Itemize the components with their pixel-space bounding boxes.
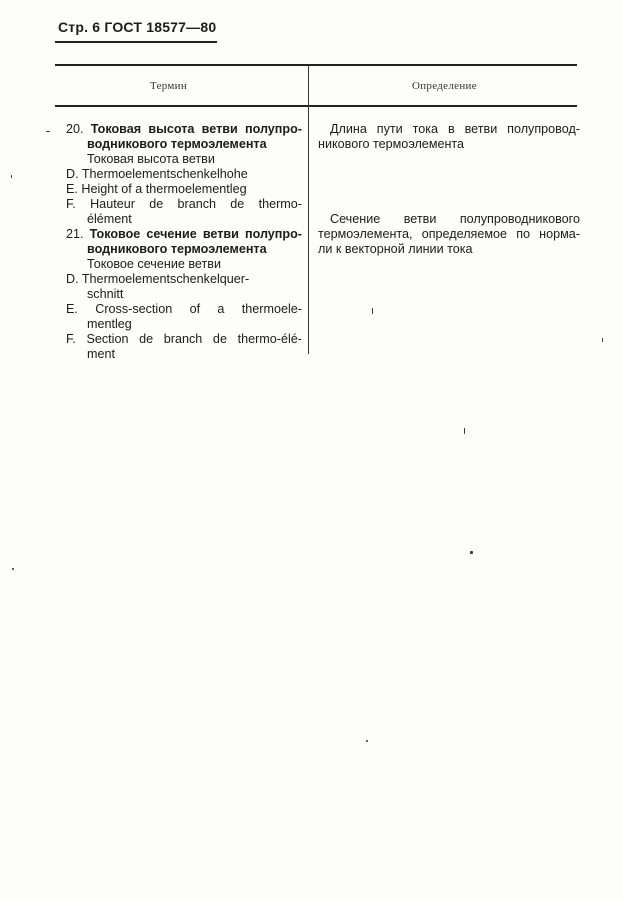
term-20-translation-de: D. Thermoelementschenkelhohe [66,167,248,181]
page-header: Стр. 6 ГОСТ 18577—80 [58,19,217,35]
term-21-synonym: Токовое сечение ветви [87,257,221,271]
scan-speck [372,308,373,314]
header-underline [55,41,217,43]
definition-21-line-3: ли к векторной линии тока [318,242,473,256]
definition-21-line-2: термоэлемента, определяемое по норма- [318,227,580,241]
term-20-title-line-1 [66,122,302,137]
term-20-number: 20. [66,122,84,136]
definition-20-line-1: Длина пути тока в ветви полупровод- [330,122,580,136]
table-top-rule [55,64,577,66]
scan-speck [602,338,603,342]
column-divider [308,66,309,354]
definition-20 [318,122,580,152]
term-21-title-2: водникового термоэлемента [87,242,267,256]
scan-speck [366,740,368,742]
term-21-number: 21. [66,227,84,241]
definition-20-line-2: никового термоэлемента [318,137,465,151]
term-21-translation-en-cont: mentleg [87,317,132,331]
scan-speck [470,551,473,554]
scan-speck [12,568,14,570]
term-21-translation-de-cont: schnitt [87,287,124,301]
term-20-translation-fr: F. Hauteur de branch de thermo- [66,197,302,211]
scan-speck [11,175,12,178]
term-21-translation-fr: F. Section de branch de thermo-élé- [66,332,302,346]
table-header-rule [55,105,577,107]
term-20-translation-fr-cont: élément [87,212,132,226]
scan-speck [464,428,465,434]
term-20-title-1: Токовая высота ветви полупро- [90,122,302,136]
definitions-column [318,122,580,309]
term-21-title-1: Токовое сечение ветви полупро- [89,227,302,241]
terms-column [66,122,302,362]
definition-21-line-1: Сечение ветви полупроводникового [330,212,580,226]
scan-speck [46,131,50,132]
column-header-term: Термин [150,80,188,92]
term-21-translation-en: E. Cross-section of a thermoele- [66,302,302,316]
term-20-synonym: Токовая высота ветви [87,152,215,166]
term-21-title-line-1 [66,227,302,242]
column-header-definition: Определение [412,80,477,92]
definition-21 [318,212,580,257]
term-20-translation-en: E. Height of a thermoelementleg [66,182,247,196]
term-20-title-2: водникового термоэлемента [87,137,267,151]
term-21-translation-de: D. Thermoelementschenkelquer- [66,272,250,286]
term-21-translation-fr-cont: ment [87,347,115,361]
